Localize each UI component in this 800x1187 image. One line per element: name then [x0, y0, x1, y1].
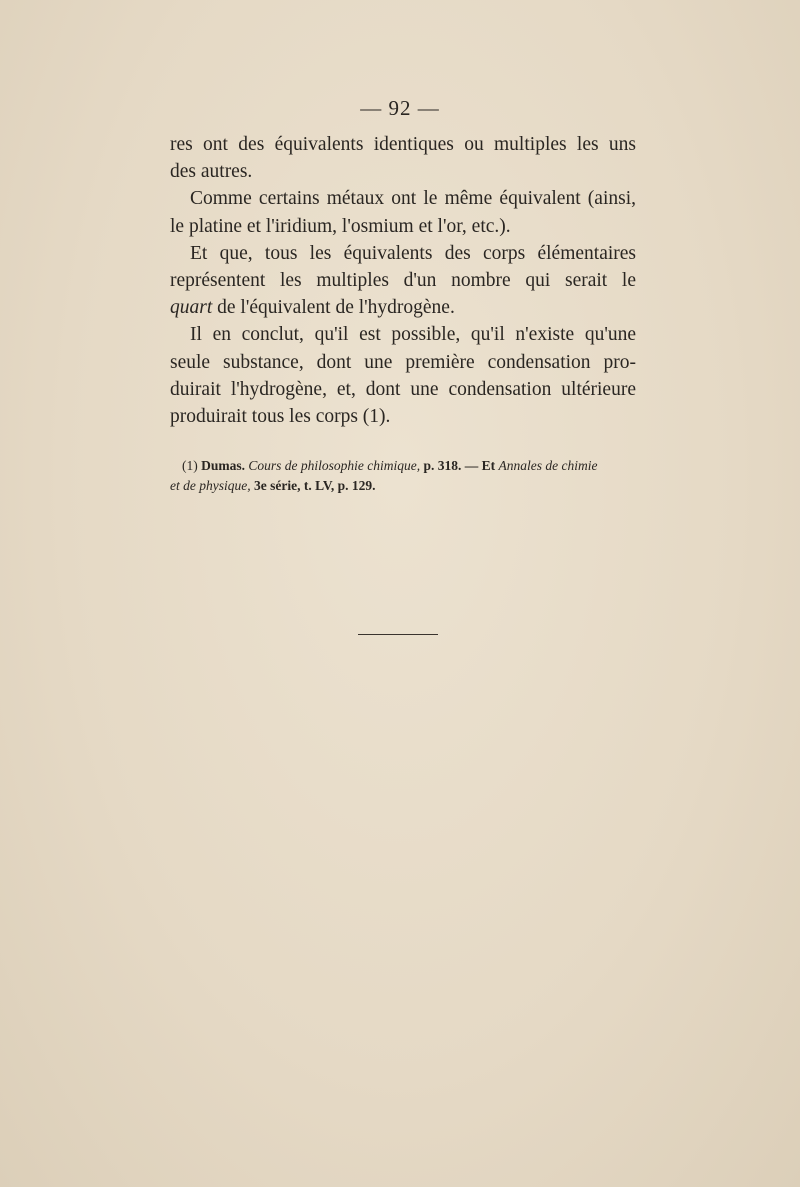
text-line: [170, 294, 636, 321]
text-line: duirait l'hydrogène, et, dont une condensation ultérieure: [170, 378, 636, 400]
paragraph-1: [170, 131, 636, 185]
footnote-series-ref: 3e série, t. LV, p. 129.: [250, 478, 376, 493]
text-fragment: de l'équivalent de l'hydrogène.: [212, 297, 455, 319]
footnote: [170, 456, 640, 496]
paragraph-4: [170, 321, 636, 430]
text-line: Et que, tous les équivalents des corps élémentaires: [190, 242, 636, 264]
italic-word: quart: [170, 297, 213, 319]
footnote-marker: (1): [182, 458, 198, 473]
footnote-work-title: Cours de philosophie chimique,: [248, 458, 421, 473]
text-line: produirait tous les corps (1).: [170, 406, 391, 428]
footnote-journal: Annales de chimie: [498, 458, 598, 473]
footnote-page-ref: p. 318. — Et: [420, 458, 499, 473]
text-line: des autres.: [170, 161, 253, 183]
text-line: seule substance, dont une première condensation pro-: [170, 351, 636, 373]
body-text: [170, 131, 636, 430]
text-line: Comme certains métaux ont le même équivalent (ainsi,: [190, 188, 636, 210]
footnote-author: Dumas.: [201, 458, 246, 473]
text-line: le platine et l'iridium, l'osmium et l'or, etc.).: [170, 215, 511, 237]
section-divider: [358, 634, 438, 635]
paragraph-2: [170, 185, 636, 239]
footnote-line: [170, 476, 640, 496]
page-number: — 92 —: [360, 96, 440, 120]
text-line: res ont des équivalents identiques ou multiples les uns: [170, 134, 636, 155]
text-line: représentent les multiples d'un nombre qui serait le: [170, 270, 636, 292]
paragraph-3: [170, 240, 636, 322]
footnote-journal-cont: et de physique,: [170, 478, 251, 493]
text-line: Il en conclut, qu'il est possible, qu'il n'existe qu'une: [190, 324, 636, 346]
footnote-line: [170, 456, 640, 476]
